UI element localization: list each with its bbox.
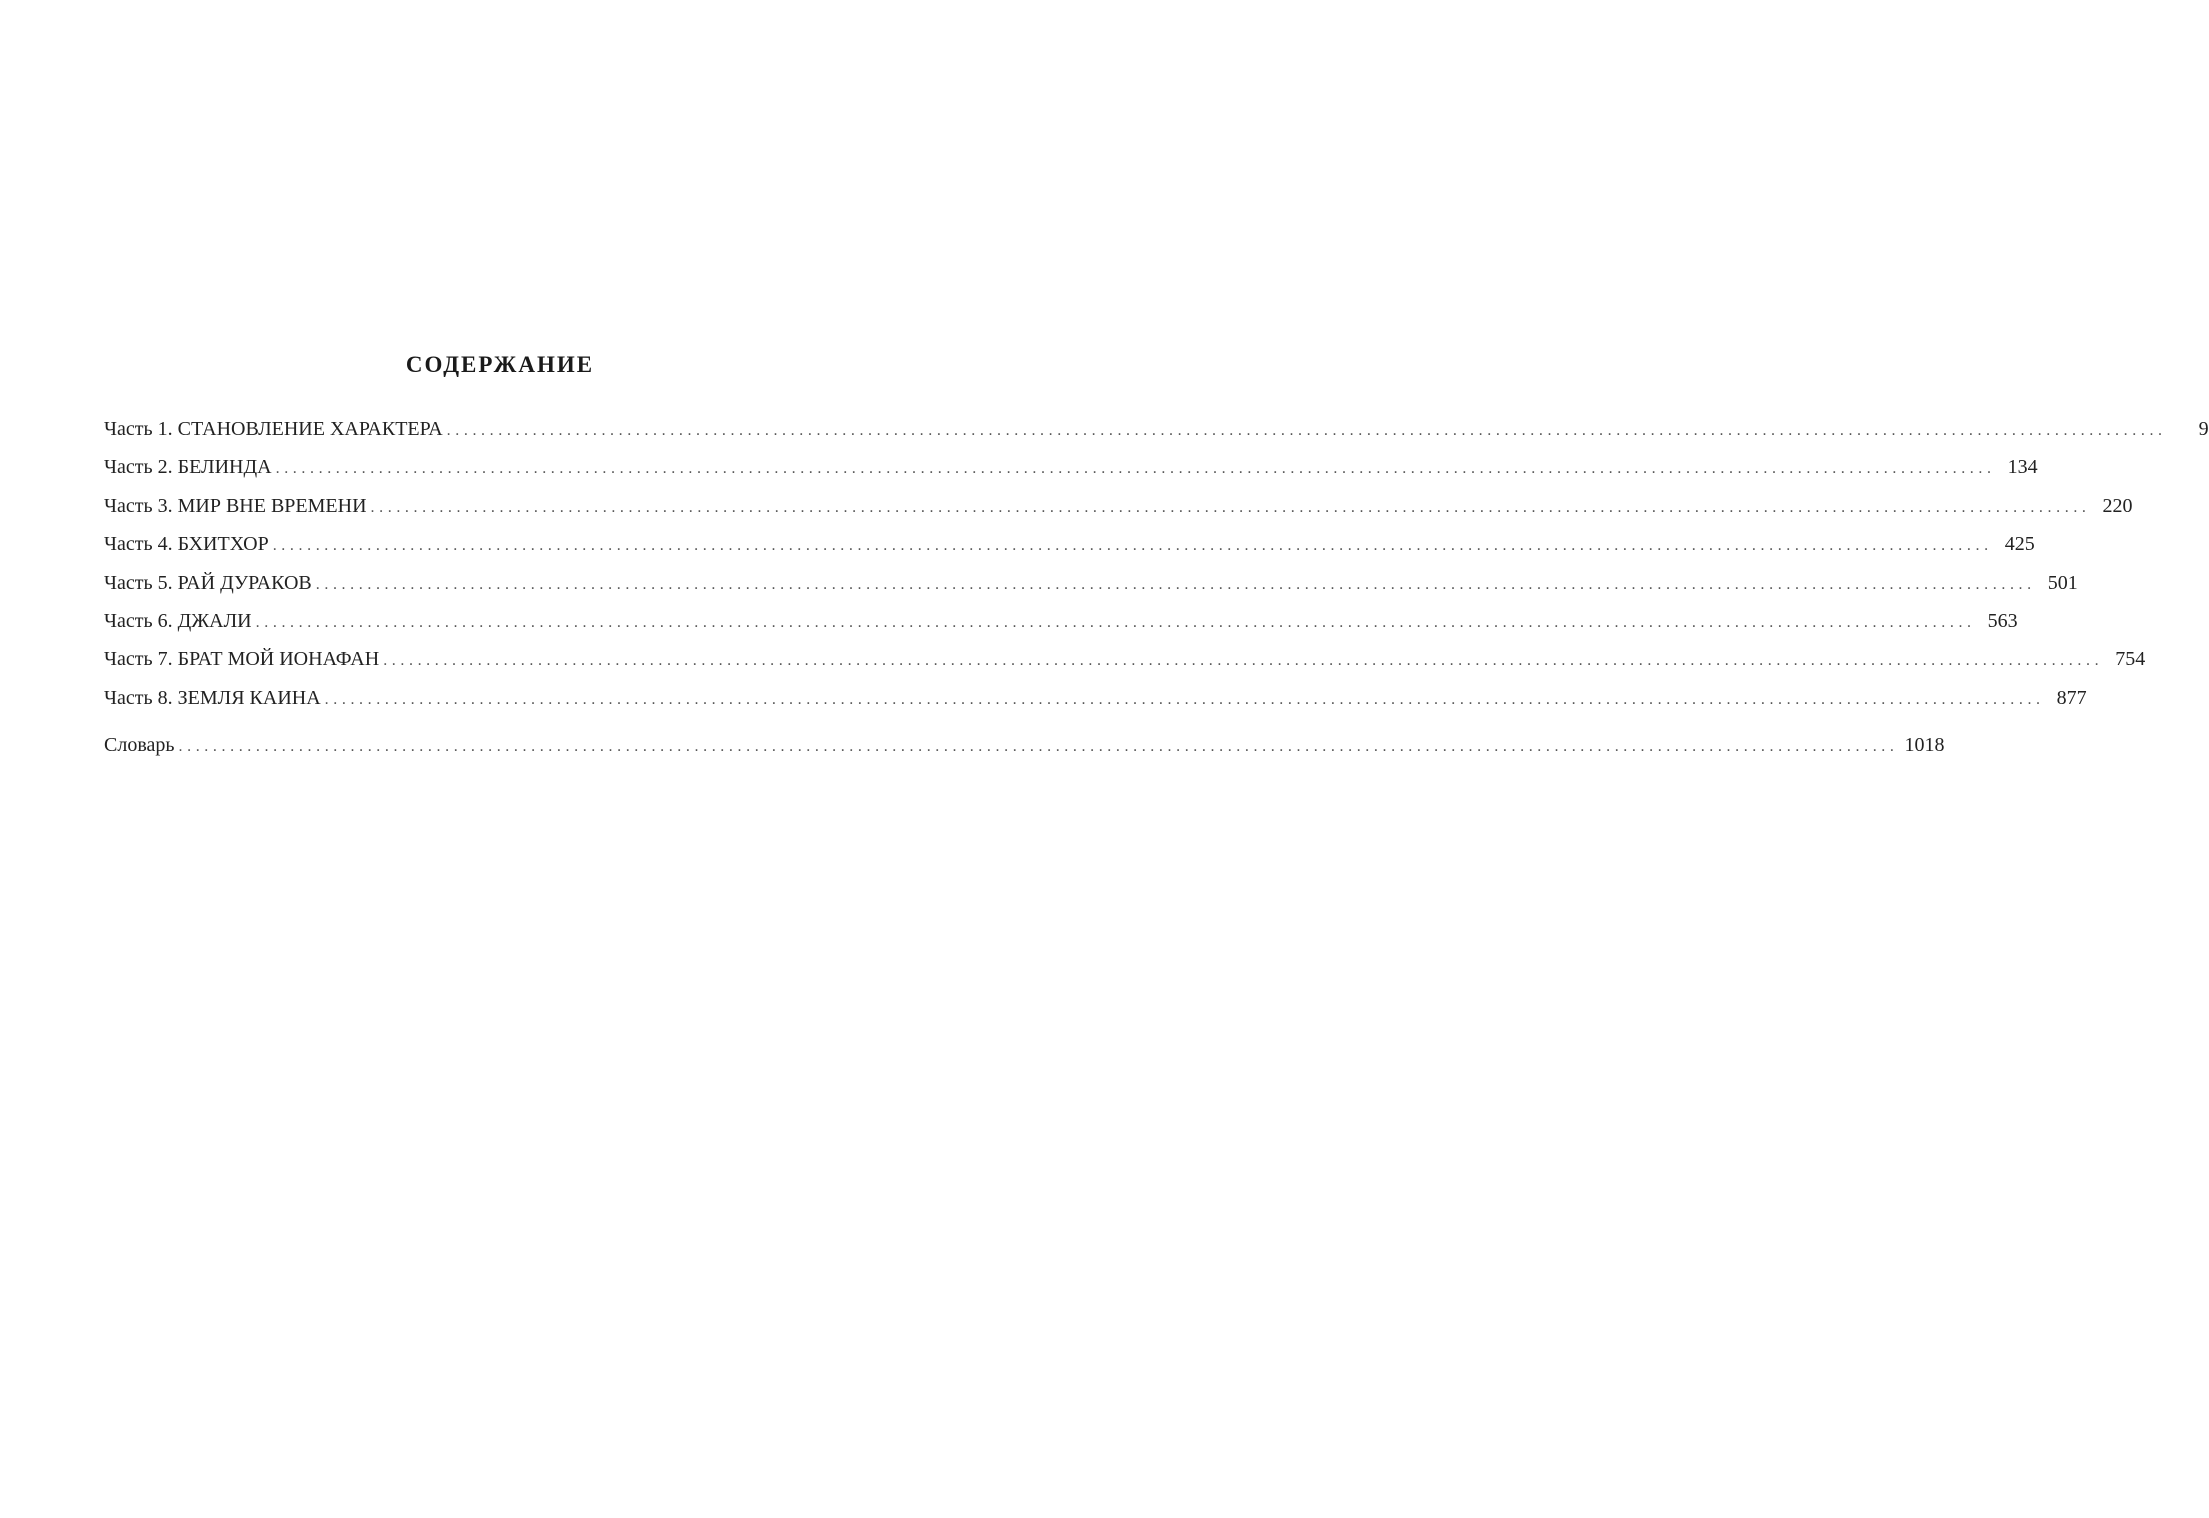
toc-entry-label: Часть 1. СТАНОВЛЕНИЕ ХАРАКТЕРА <box>104 418 443 440</box>
toc-entry-part-7[interactable] <box>104 648 2146 686</box>
toc-entry-page: 754 <box>2115 648 2146 671</box>
dot-leader: ........................................................................................................................................................................................................ <box>383 652 2104 670</box>
toc-entry-label: Словарь <box>104 734 175 757</box>
toc-entry-page: 877 <box>2056 686 2087 709</box>
dot-leader: ........................................................................................................................................................................................................ <box>178 738 1899 756</box>
toc-entry-part-1[interactable] <box>104 418 2209 456</box>
dot-leader: ........................................................................................................................................................................................................ <box>370 498 2091 516</box>
toc-entry-part-5[interactable] <box>104 571 2078 610</box>
toc-entry-page: 563 <box>1987 609 2018 632</box>
toc-entry-label: Часть 3. МИР ВНЕ ВРЕМЕНИ <box>104 494 367 517</box>
dot-leader: ........................................................................................................................................................................................................ <box>324 690 2045 708</box>
toc-entry-label: Часть 4. БХИТХОР <box>104 533 269 556</box>
toc-list <box>104 418 2209 773</box>
toc-entry-part-6[interactable] <box>104 609 2018 648</box>
dot-leader: ........................................................................................................................................................................................................ <box>315 575 2036 593</box>
toc-entry-part-4[interactable] <box>104 533 2035 571</box>
toc-entry-page: 501 <box>2047 571 2078 594</box>
toc-entry-label: Часть 8. ЗЕМЛЯ КАИНА <box>104 686 321 709</box>
toc-entry-label: Часть 2. БЕЛИНДА <box>104 456 272 479</box>
dot-leader: ........................................................................................................................................................................................................ <box>255 613 1976 631</box>
toc-entry-label: Часть 7. БРАТ МОЙ ИОНАФАН <box>104 648 380 671</box>
toc-entry-page: 425 <box>2004 533 2035 556</box>
toc-entry-page: 1018 <box>1904 734 1945 757</box>
toc-entry-page: 220 <box>2102 494 2133 517</box>
dot-leader: ........................................................................................................................................................................................................ <box>272 537 1993 555</box>
toc-entry-page: 9 <box>2198 418 2209 440</box>
toc-title: СОДЕРЖАНИЕ <box>405 352 595 377</box>
toc-entry-page: 134 <box>2007 456 2038 479</box>
toc-entry-label: Часть 6. ДЖАЛИ <box>104 609 252 632</box>
toc-entry-part-2[interactable] <box>104 456 2038 494</box>
toc-entry-label: Часть 5. РАЙ ДУРАКОВ <box>104 571 312 594</box>
dot-leader: ........................................................................................................................................................................................................ <box>275 460 1996 478</box>
dot-leader: ........................................................................................................................................................................................................ <box>446 422 2167 439</box>
toc-entry-part-3[interactable] <box>104 494 2133 533</box>
toc-entry-part-8[interactable] <box>104 686 2087 725</box>
toc-entry-glossary[interactable] <box>104 734 1945 772</box>
